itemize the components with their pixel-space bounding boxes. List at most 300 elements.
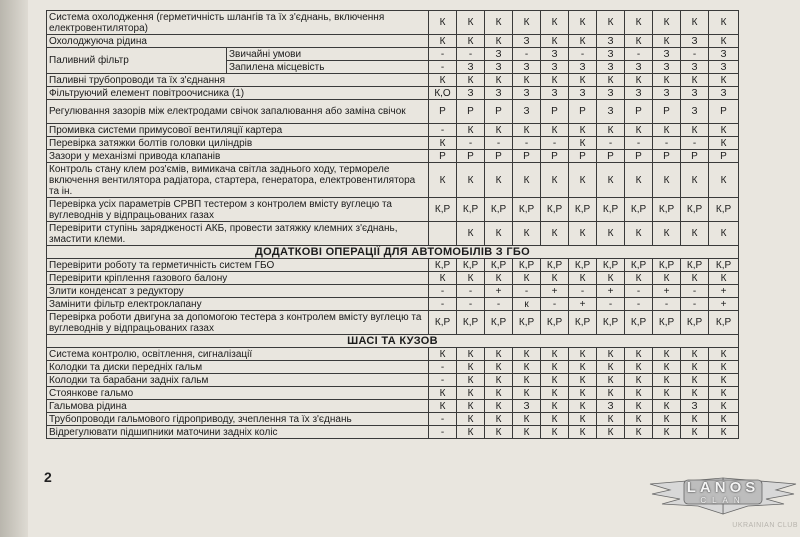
interval-cell: - [681, 285, 709, 298]
interval-cell: К,Р [681, 198, 709, 222]
interval-cell: К [541, 400, 569, 413]
interval-cell: К [597, 124, 625, 137]
interval-cell: К [709, 74, 739, 87]
interval-cell: К [653, 74, 681, 87]
interval-cell: К,Р [569, 198, 597, 222]
interval-cell: К [653, 413, 681, 426]
interval-cell: З [597, 35, 625, 48]
interval-cell: Р [429, 150, 457, 163]
table-row [47, 272, 739, 285]
interval-cell: К [485, 361, 513, 374]
interval-cell: К [541, 74, 569, 87]
interval-cell: К [597, 374, 625, 387]
interval-cell: К [485, 272, 513, 285]
interval-cell: К [569, 348, 597, 361]
table-row [47, 298, 739, 311]
table-row [47, 361, 739, 374]
watermark-logo-text: LANOS [686, 479, 760, 496]
interval-cell: К [485, 426, 513, 439]
interval-cell: + [709, 298, 739, 311]
interval-cell: К [569, 361, 597, 374]
interval-cell: Р [429, 100, 457, 124]
interval-cell: К [653, 426, 681, 439]
page-number: 2 [44, 469, 52, 485]
operation-label: Система контролю, освітлення, сигналізації [47, 348, 429, 361]
operation-label: Трубопроводи гальмового гідроприводу, зчеплення та їх з'єднань [47, 413, 429, 426]
interval-cell: З [457, 87, 485, 100]
interval-cell: З [569, 61, 597, 74]
interval-cell: З [681, 87, 709, 100]
interval-cell: З [485, 48, 513, 61]
table-row [47, 48, 739, 61]
interval-cell: К [681, 11, 709, 35]
interval-cell: К,Р [709, 198, 739, 222]
interval-cell: к [513, 298, 541, 311]
table-row [47, 137, 739, 150]
operation-label: Перевірити роботу та герметичність систем ГБО [47, 259, 429, 272]
interval-cell: К [485, 374, 513, 387]
interval-cell: З [653, 48, 681, 61]
table-row [47, 311, 739, 335]
interval-cell: К [681, 124, 709, 137]
interval-cell: К [653, 11, 681, 35]
interval-cell: К,Р [429, 198, 457, 222]
interval-cell: Р [625, 100, 653, 124]
operation-label: Відрегулювати підшипники маточини задніх коліс [47, 426, 429, 439]
interval-cell: К [457, 361, 485, 374]
interval-cell: К [457, 35, 485, 48]
interval-cell: К [709, 11, 739, 35]
interval-cell: - [429, 48, 457, 61]
interval-cell: К [569, 400, 597, 413]
interval-cell: К [457, 11, 485, 35]
interval-cell: - [625, 48, 653, 61]
interval-cell: К [485, 163, 513, 198]
interval-cell: К [429, 74, 457, 87]
interval-cell: К [457, 348, 485, 361]
interval-cell: К [429, 35, 457, 48]
interval-cell: К [429, 272, 457, 285]
interval-cell: К,Р [429, 259, 457, 272]
interval-cell: К,Р [653, 259, 681, 272]
interval-cell: К [709, 124, 739, 137]
interval-cell: - [485, 298, 513, 311]
table-row [47, 87, 739, 100]
interval-cell: К [625, 74, 653, 87]
interval-cell: - [513, 137, 541, 150]
interval-cell: К [709, 426, 739, 439]
interval-cell: К [653, 272, 681, 285]
interval-cell: К,Р [457, 259, 485, 272]
interval-cell: К,Р [513, 311, 541, 335]
interval-cell: - [681, 298, 709, 311]
interval-cell: К [485, 413, 513, 426]
interval-cell: К,Р [625, 259, 653, 272]
interval-cell: - [625, 298, 653, 311]
interval-cell: Р [709, 100, 739, 124]
interval-cell: К [569, 137, 597, 150]
interval-cell: К [709, 400, 739, 413]
interval-cell: К,Р [653, 198, 681, 222]
table-row [47, 374, 739, 387]
interval-cell: К,Р [569, 311, 597, 335]
interval-cell: К [541, 272, 569, 285]
interval-cell: К,Р [625, 198, 653, 222]
interval-cell: Р [569, 150, 597, 163]
operation-label: Перевірка усіх параметрів СРВП тестером з контролем вмісту вуглецю та вуглеводнів у відпрацьованих газах [47, 198, 429, 222]
interval-cell: К [709, 272, 739, 285]
operation-label: Перевірити ступінь зарядженості АКБ, провести затяжку клемних з'єднань, змастити клеми. [47, 222, 429, 246]
interval-cell: - [429, 426, 457, 439]
interval-cell: Р [653, 100, 681, 124]
interval-cell: З [653, 87, 681, 100]
interval-cell: К [457, 426, 485, 439]
interval-cell: З [681, 35, 709, 48]
interval-cell: К [457, 400, 485, 413]
operation-label: Колодки та барабани задніх гальм [47, 374, 429, 387]
interval-cell: К [625, 124, 653, 137]
interval-cell: К [681, 413, 709, 426]
interval-cell: - [429, 124, 457, 137]
interval-cell: К,Р [597, 311, 625, 335]
interval-cell: - [625, 285, 653, 298]
interval-cell: Р [597, 150, 625, 163]
interval-cell: К [429, 387, 457, 400]
interval-cell: К,Р [709, 259, 739, 272]
interval-cell: К [653, 163, 681, 198]
interval-cell: З [597, 87, 625, 100]
interval-cell: К [597, 11, 625, 35]
interval-cell: К [653, 348, 681, 361]
interval-cell: К [709, 413, 739, 426]
watermark-caption: UKRAINIAN CLUB [732, 522, 798, 529]
interval-cell: З [513, 400, 541, 413]
interval-cell: К [597, 163, 625, 198]
interval-cell: Р [681, 150, 709, 163]
interval-cell: - [457, 137, 485, 150]
interval-cell: К [541, 361, 569, 374]
interval-cell: К [569, 124, 597, 137]
interval-cell: К [513, 163, 541, 198]
interval-cell: - [597, 137, 625, 150]
lanos-clan-watermark [648, 474, 798, 534]
interval-cell: К,Р [709, 311, 739, 335]
interval-cell: К [569, 374, 597, 387]
interval-cell: К [597, 426, 625, 439]
operation-label: Паливні трубопроводи та їх з'єднання [47, 74, 429, 87]
interval-cell: З [541, 61, 569, 74]
interval-cell: З [541, 87, 569, 100]
interval-cell: - [597, 298, 625, 311]
interval-cell: - [429, 361, 457, 374]
interval-cell: К [513, 413, 541, 426]
interval-cell: К [681, 374, 709, 387]
table-row [47, 163, 739, 198]
interval-cell: + [653, 285, 681, 298]
interval-cell: К [653, 35, 681, 48]
operation-label: Промивка системи примусової вентиляції картера [47, 124, 429, 137]
interval-cell: + [485, 285, 513, 298]
interval-cell: З [485, 61, 513, 74]
interval-cell: К,Р [513, 198, 541, 222]
interval-cell: К [709, 361, 739, 374]
interval-cell: К [569, 11, 597, 35]
interval-cell: К [625, 400, 653, 413]
interval-cell: - [569, 48, 597, 61]
interval-cell: - [457, 285, 485, 298]
operation-condition: Запилена місцевість [227, 61, 429, 74]
interval-cell: - [653, 137, 681, 150]
interval-cell: К,Р [457, 311, 485, 335]
interval-cell: К [457, 272, 485, 285]
interval-cell: К [709, 35, 739, 48]
interval-cell: К [513, 272, 541, 285]
operation-condition: Звичайні умови [227, 48, 429, 61]
interval-cell: Р [625, 150, 653, 163]
interval-cell: К [429, 348, 457, 361]
interval-cell: К [485, 74, 513, 87]
interval-cell: - [653, 298, 681, 311]
watermark-sub-text: CLAN [700, 496, 746, 505]
interval-cell: К [681, 163, 709, 198]
interval-cell: - [429, 298, 457, 311]
interval-cell: К [541, 124, 569, 137]
interval-cell: К [625, 35, 653, 48]
section-title: ШАСІ ТА КУЗОВ [47, 335, 739, 348]
table-row [47, 100, 739, 124]
interval-cell: К,Р [485, 311, 513, 335]
interval-cell: Р [457, 100, 485, 124]
interval-cell: Р [653, 150, 681, 163]
interval-cell: З [513, 61, 541, 74]
interval-cell: - [569, 285, 597, 298]
interval-cell: З [457, 61, 485, 74]
interval-cell: К [597, 413, 625, 426]
interval-cell: К,Р [541, 259, 569, 272]
interval-cell: З [653, 61, 681, 74]
interval-cell: К [457, 163, 485, 198]
interval-cell: Р [485, 150, 513, 163]
interval-cell: К [513, 124, 541, 137]
interval-cell: К [513, 222, 541, 246]
interval-cell: К [569, 35, 597, 48]
interval-cell: К [457, 387, 485, 400]
interval-cell: Р [541, 100, 569, 124]
table-row [47, 124, 739, 137]
operation-label: Перевірка затяжки болтів головки циліндрів [47, 137, 429, 150]
section-header-row [47, 335, 739, 348]
interval-cell: К,Р [429, 311, 457, 335]
interval-cell: К,Р [569, 259, 597, 272]
interval-cell: К [597, 272, 625, 285]
interval-cell: К [569, 413, 597, 426]
operation-label: Перевірка роботи двигуна за допомогою тестера з контролем вмісту вуглецю та вуглеводнів у відпрацьованих газах [47, 311, 429, 335]
interval-cell: З [597, 100, 625, 124]
interval-cell: К [541, 348, 569, 361]
interval-cell: К [541, 222, 569, 246]
interval-cell: З [513, 100, 541, 124]
interval-cell: К [485, 348, 513, 361]
interval-cell: К [653, 374, 681, 387]
table-row [47, 222, 739, 246]
operation-label: Контроль стану клем роз'ємів, вимикача світла заднього ходу, термореле включення вентилятора радіатора, стартера, генератора, електровентилятора та ін. [47, 163, 429, 198]
binding-shadow [0, 0, 28, 537]
table-row [47, 74, 739, 87]
interval-cell: К,Р [625, 311, 653, 335]
interval-cell: - [541, 137, 569, 150]
maintenance-schedule-table [46, 10, 739, 439]
interval-cell: З [709, 48, 739, 61]
interval-cell: К [625, 348, 653, 361]
interval-cell: К [653, 400, 681, 413]
interval-cell: К,Р [541, 198, 569, 222]
interval-cell: Р [541, 150, 569, 163]
interval-cell: - [681, 48, 709, 61]
interval-cell: К [513, 426, 541, 439]
operation-label: Гальмова рідина [47, 400, 429, 413]
interval-cell: К,О [429, 87, 457, 100]
interval-cell: К [681, 387, 709, 400]
operation-label: Замінити фільтр електроклапану [47, 298, 429, 311]
interval-cell: - [457, 48, 485, 61]
interval-cell: К [429, 400, 457, 413]
interval-cell: К,Р [597, 198, 625, 222]
interval-cell: К,Р [457, 198, 485, 222]
interval-cell: К [541, 387, 569, 400]
section-title: ДОДАТКОВІ ОПЕРАЦІЇ ДЛЯ АВТОМОБІЛІВ З ГБО [47, 246, 739, 259]
operation-label: Зазори у механізмі привода клапанів [47, 150, 429, 163]
interval-cell: З [513, 35, 541, 48]
interval-cell: - [513, 285, 541, 298]
interval-cell: К [625, 222, 653, 246]
interval-cell: К [457, 74, 485, 87]
interval-cell: К,Р [513, 259, 541, 272]
table-row [47, 285, 739, 298]
operation-label: Стоянкове гальмо [47, 387, 429, 400]
interval-cell: К [541, 35, 569, 48]
interval-cell: - [429, 61, 457, 74]
interval-cell: Р [709, 150, 739, 163]
interval-cell: К [597, 348, 625, 361]
interval-cell: К [681, 222, 709, 246]
interval-cell: Р [513, 150, 541, 163]
interval-cell: К [569, 272, 597, 285]
interval-cell: К [681, 272, 709, 285]
operation-label: Паливний фільтр [47, 48, 227, 74]
interval-cell: К,Р [681, 259, 709, 272]
interval-cell: К [709, 222, 739, 246]
interval-cell: К,Р [485, 198, 513, 222]
interval-cell: К [709, 137, 739, 150]
interval-cell: + [709, 285, 739, 298]
interval-cell: К [513, 348, 541, 361]
interval-cell: Р [485, 100, 513, 124]
interval-cell: - [625, 137, 653, 150]
interval-cell: + [569, 298, 597, 311]
interval-cell: К [513, 387, 541, 400]
interval-cell: К [457, 374, 485, 387]
interval-cell: З [625, 61, 653, 74]
interval-cell: - [513, 48, 541, 61]
interval-cell: К [625, 361, 653, 374]
interval-cell: - [429, 413, 457, 426]
interval-cell: К [457, 222, 485, 246]
interval-cell: К [709, 374, 739, 387]
interval-cell: К [429, 137, 457, 150]
interval-cell: К [541, 11, 569, 35]
interval-cell: - [485, 137, 513, 150]
operation-label: Охолоджуюча рідина [47, 35, 429, 48]
table-row [47, 198, 739, 222]
interval-cell: К [597, 74, 625, 87]
interval-cell: К [485, 387, 513, 400]
interval-cell: К [709, 387, 739, 400]
interval-cell: К,Р [597, 259, 625, 272]
operation-label: Перевірити кріплення газового балону [47, 272, 429, 285]
interval-cell: К [625, 272, 653, 285]
interval-cell: К [681, 426, 709, 439]
table-row [47, 150, 739, 163]
interval-cell: Р [457, 150, 485, 163]
interval-cell: К [653, 361, 681, 374]
interval-cell: К [485, 11, 513, 35]
interval-cell: З [485, 87, 513, 100]
interval-cell: К [513, 11, 541, 35]
interval-cell: К [513, 361, 541, 374]
interval-cell: К [625, 413, 653, 426]
interval-cell: К [569, 163, 597, 198]
interval-cell: - [429, 285, 457, 298]
interval-cell: З [709, 87, 739, 100]
interval-cell: К [429, 11, 457, 35]
interval-cell: З [681, 400, 709, 413]
interval-cell: К [625, 374, 653, 387]
interval-cell: К,Р [485, 259, 513, 272]
interval-cell: К [625, 163, 653, 198]
interval-cell: К [569, 222, 597, 246]
interval-cell: К [457, 413, 485, 426]
interval-cell: З [597, 61, 625, 74]
interval-cell: З [681, 100, 709, 124]
interval-cell: К [569, 387, 597, 400]
interval-cell: З [681, 61, 709, 74]
interval-cell: К [569, 74, 597, 87]
interval-cell: К [513, 374, 541, 387]
interval-cell: З [709, 61, 739, 74]
interval-cell: К [625, 426, 653, 439]
operation-label: Фільтруючий елемент повітроочисника (1) [47, 87, 429, 100]
interval-cell: К [485, 124, 513, 137]
operation-label: Злити конденсат з редуктору [47, 285, 429, 298]
interval-cell: Р [569, 100, 597, 124]
interval-cell: К [429, 163, 457, 198]
table-row [47, 11, 739, 35]
interval-cell: К [597, 361, 625, 374]
interval-cell: З [597, 48, 625, 61]
table-row [47, 35, 739, 48]
interval-cell: К [625, 387, 653, 400]
interval-cell: - [429, 374, 457, 387]
interval-cell: К [625, 11, 653, 35]
operation-label: Регулювання зазорів між електродами свічок запалювання або заміна свічок [47, 100, 429, 124]
table-row [47, 348, 739, 361]
interval-cell: К [681, 74, 709, 87]
interval-cell: З [541, 48, 569, 61]
interval-cell: К [653, 124, 681, 137]
interval-cell: К [541, 413, 569, 426]
interval-cell: К [513, 74, 541, 87]
interval-cell: К [485, 35, 513, 48]
